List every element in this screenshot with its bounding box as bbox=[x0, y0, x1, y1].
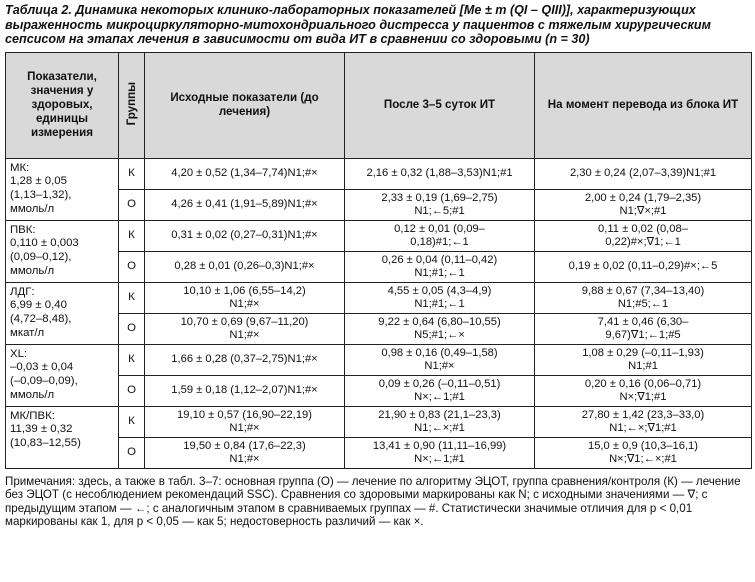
baseline-cell: 10,10 ± 1,06 (6,55–14,2) N1;#× bbox=[145, 282, 345, 313]
table-row bbox=[6, 282, 752, 313]
indicator-cell: ЛДГ: 6,99 ± 0,40 (4,72–8,48), мкат/л bbox=[6, 282, 119, 344]
baseline-cell: 1,66 ± 0,28 (0,37–2,75)N1;#× bbox=[145, 344, 345, 375]
header-baseline: Исходные показатели (до лечения) bbox=[145, 52, 345, 158]
transfer-cell: 0,19 ± 0,02 (0,11–0,29)#×;←5 bbox=[535, 251, 752, 282]
group-cell: К bbox=[119, 282, 145, 313]
group-cell: О bbox=[119, 251, 145, 282]
after-3-5-days-cell: 0,12 ± 0,01 (0,09– 0,18)#1;←1 bbox=[345, 220, 535, 251]
indicator-cell: МК: 1,28 ± 0,05 (1,13–1,32), ммоль/л bbox=[6, 158, 119, 220]
transfer-cell: 0,11 ± 0,02 (0,08– 0,22)#×;∇1;←1 bbox=[535, 220, 752, 251]
transfer-cell: 2,30 ± 0,24 (2,07–3,39)N1;#1 bbox=[535, 158, 752, 189]
header-group bbox=[119, 52, 145, 158]
after-3-5-days-cell: 21,90 ± 0,83 (21,1–23,3) N1;←×;#1 bbox=[345, 406, 535, 437]
header-after-3-5-days: После 3–5 суток ИТ bbox=[345, 52, 535, 158]
header-transfer: На момент перевода из блока ИТ bbox=[535, 52, 752, 158]
after-3-5-days-cell: 2,16 ± 0,32 (1,88–3,53)N1;#1 bbox=[345, 158, 535, 189]
transfer-cell: 9,88 ± 0,67 (7,34–13,40) N1;#5;←1 bbox=[535, 282, 752, 313]
table-notes: Примечания: здесь, а также в табл. 3–7: основная группа (О) — лечение по алгоритму ЭЦОТ, группа сравнения/контроля (К) — лечение без ЭЦОТ (с несоблюдением рекомендаций SSC). Сравнения со здоровыми маркированы как N; с исходными значениями — ∇; с предыдущим этапом — ←; с аналогичным этапом в сравниваемых группах — #. Статистически значимые отличия для p < 0,01 маркированы как 1, для p < 0,05 — как 5; недостоверность различий — как ×. bbox=[5, 474, 741, 528]
table-header-row bbox=[6, 52, 752, 158]
baseline-cell: 19,50 ± 0,84 (17,6–22,3) N1;#× bbox=[145, 437, 345, 468]
after-3-5-days-cell: 13,41 ± 0,90 (11,11–16,99) N×;←1;#1 bbox=[345, 437, 535, 468]
after-3-5-days-cell: 4,55 ± 0,05 (4,3–4,9) N1;#1;←1 bbox=[345, 282, 535, 313]
transfer-cell: 15,0 ± 0,9 (10,3–16,1) N×;∇1;←×;#1 bbox=[535, 437, 752, 468]
baseline-cell: 4,26 ± 0,41 (1,91–5,89)N1;#× bbox=[145, 189, 345, 220]
baseline-cell: 0,28 ± 0,01 (0,26–0,3)N1;#× bbox=[145, 251, 345, 282]
table-row bbox=[6, 344, 752, 375]
after-3-5-days-cell: 0,26 ± 0,04 (0,11–0,42) N1;#1;←1 bbox=[345, 251, 535, 282]
group-cell: О bbox=[119, 437, 145, 468]
table-row bbox=[6, 158, 752, 189]
baseline-cell: 10,70 ± 0,69 (9,67–11,20) N1;#× bbox=[145, 313, 345, 344]
group-cell: О bbox=[119, 189, 145, 220]
group-cell: О bbox=[119, 375, 145, 406]
baseline-cell: 1,59 ± 0,18 (1,12–2,07)N1;#× bbox=[145, 375, 345, 406]
group-cell: К bbox=[119, 344, 145, 375]
indicator-cell: ПВК: 0,110 ± 0,003 (0,09–0,12), ммоль/л bbox=[6, 220, 119, 282]
indicator-cell: XL: –0,03 ± 0,04 (–0,09–0,09), ммоль/л bbox=[6, 344, 119, 406]
transfer-cell: 0,20 ± 0,16 (0,06–0,71) N×;∇1;#1 bbox=[535, 375, 752, 406]
group-cell: К bbox=[119, 158, 145, 189]
indicator-cell: МК/ПВК: 11,39 ± 0,32 (10,83–12,55) bbox=[6, 406, 119, 468]
data-table bbox=[5, 52, 752, 469]
after-3-5-days-cell: 0,09 ± 0,26 (–0,11–0,51) N×;←1;#1 bbox=[345, 375, 535, 406]
header-indicator: Показатели, значения у здоровых, единицы измерения bbox=[6, 52, 119, 158]
baseline-cell: 0,31 ± 0,02 (0,27–0,31)N1;#× bbox=[145, 220, 345, 251]
table-caption: Таблица 2. Динамика некоторых клинико-лабораторных показателей [Me ± m (QI – QIII)], характеризующих выраженность микроциркуляторно-митохондриального дистресса у пациентов с тяжелым хирургическим сепсисом на этапах лечения в зависимости от вида ИТ в сравнении со здоровыми (n = 30) bbox=[5, 3, 711, 47]
header-group-label: Группы bbox=[124, 81, 138, 125]
transfer-cell: 1,08 ± 0,29 (–0,11–1,93) N1;#1 bbox=[535, 344, 752, 375]
group-cell: К bbox=[119, 220, 145, 251]
table-row bbox=[6, 220, 752, 251]
group-cell: О bbox=[119, 313, 145, 344]
transfer-cell: 27,80 ± 1,42 (23,3–33,0) N1;←×;∇1;#1 bbox=[535, 406, 752, 437]
table-row bbox=[6, 406, 752, 437]
baseline-cell: 4,20 ± 0,52 (1,34–7,74)N1;#× bbox=[145, 158, 345, 189]
baseline-cell: 19,10 ± 0,57 (16,90–22,19) N1;#× bbox=[145, 406, 345, 437]
after-3-5-days-cell: 0,98 ± 0,16 (0,49–1,58) N1;#× bbox=[345, 344, 535, 375]
transfer-cell: 7,41 ± 0,46 (6,30– 9,67)∇1;←1;#5 bbox=[535, 313, 752, 344]
group-cell: К bbox=[119, 406, 145, 437]
after-3-5-days-cell: 2,33 ± 0,19 (1,69–2,75) N1;←5;#1 bbox=[345, 189, 535, 220]
after-3-5-days-cell: 9,22 ± 0,64 (6,80–10,55) N5;#1;←× bbox=[345, 313, 535, 344]
transfer-cell: 2,00 ± 0,24 (1,79–2,35) N1;∇×;#1 bbox=[535, 189, 752, 220]
